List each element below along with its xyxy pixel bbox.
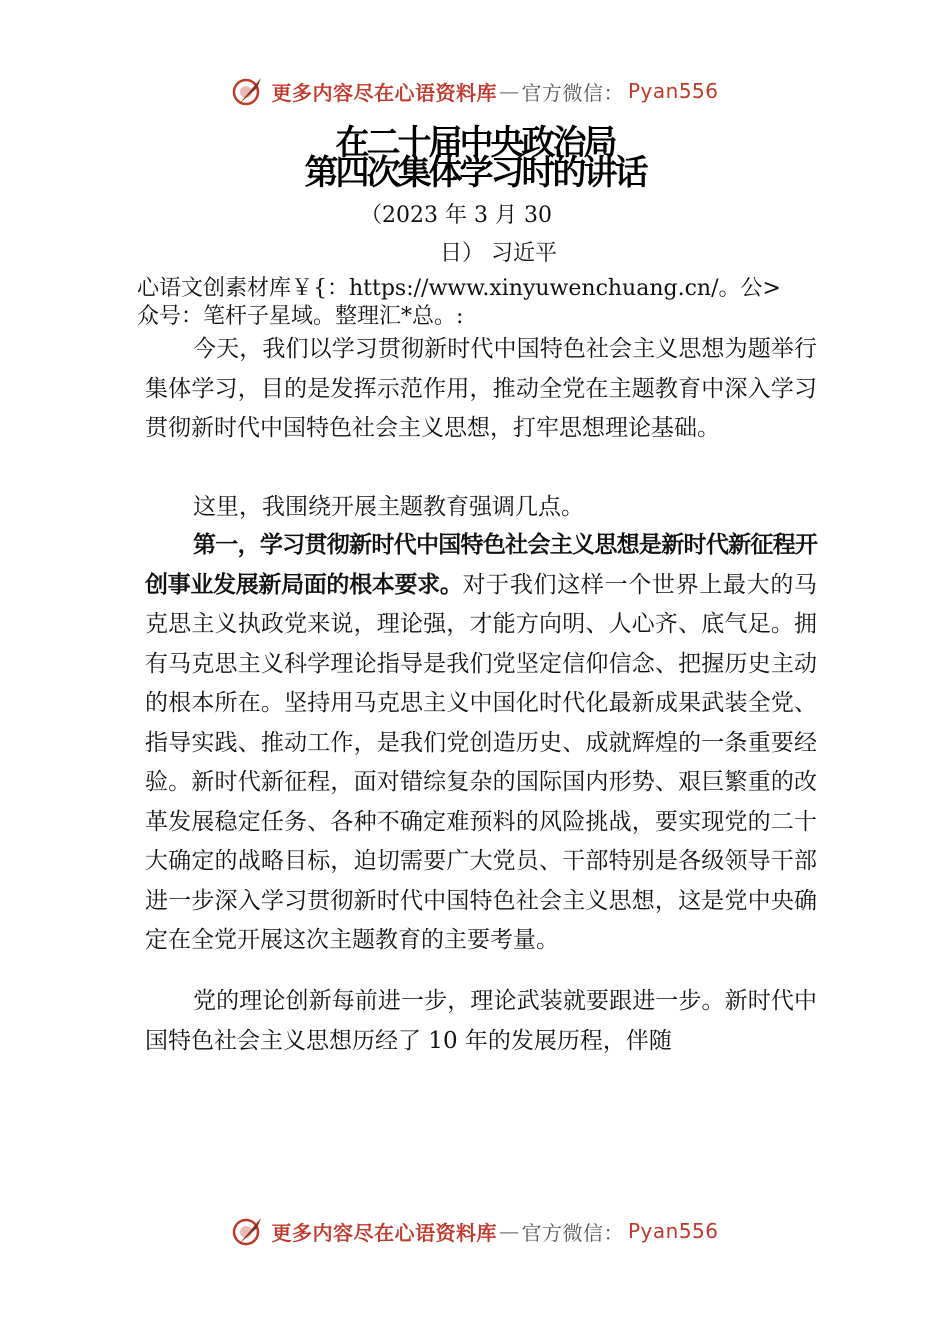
paragraph-points: 这里，我围绕开展主题教育强调几点。 — [193, 494, 584, 520]
source-line1: 心语文创素材库￥{：https://www.xinyuwenchuang.cn/。公> — [137, 276, 781, 301]
date-line1: （2023 年 3 月 30 — [360, 203, 552, 228]
document-title-line1: 在二十届中央政治局 — [335, 123, 615, 163]
source-line2: 众号：笔杆子星域。整理汇*总。: — [137, 304, 464, 329]
date-line2: 日） 习近平 — [440, 241, 557, 266]
footer-watermark — [0, 1214, 950, 1248]
paragraph-intro: 今天，我们以学习贯彻新时代中国特色社会主义思想为题举行集体学习，目的是发挥示范作用，推动全党在主题教育中深入学习贯彻新时代中国特色社会主义思想，打牢思想理论基础。 — [145, 336, 817, 441]
quill-logo-icon — [231, 74, 265, 108]
watermark-wechat-label: 官方微信： — [521, 1220, 624, 1245]
watermark-dash: — — [498, 1219, 520, 1243]
first-point-heading: 第一，学习贯彻新时代中国特色社会主义思想是新时代新征程开创事业发展新局面的根本要求。 — [145, 532, 817, 598]
watermark-wechat-id: Pyan556 — [627, 79, 719, 103]
quill-logo-icon — [231, 1214, 265, 1248]
watermark-brand: 更多内容尽在心语资料库 — [271, 1220, 497, 1245]
watermark-dash: — — [498, 79, 520, 103]
watermark-brand: 更多内容尽在心语资料库 — [271, 80, 497, 105]
watermark-wechat-label: 官方微信： — [521, 80, 624, 105]
document-title-line2: 第四次集体学习时的讲话 — [304, 153, 646, 193]
first-point-body: 对于我们这样一个世界上最大的马克思主义执政党来说，理论强，才能方向明、人心齐、底气足。拥有马克思主义科学理论指导是我们党坚定信仰信念、把握历史主动的根本所在。坚持用马克思主义中国化时代化最新成果武装全党、指导实践、推动工作，是我们党创造历史、成就辉煌的一条重要经验。新时代新征程，面对错综复杂的国际国内形势、艰巨繁重的改革发展稳定任务、各种不确定难预料的风险挑战，要实现党的二十大确定的战略目标，迫切需要广大党员、干部特别是各级领导干部进一步深入学习贯彻新时代中国特色社会主义思想，这是党中央确定在全党开展这次主题教育的主要考量。 — [145, 571, 818, 953]
watermark-wechat-id: Pyan556 — [627, 1219, 719, 1243]
paragraph-theory: 党的理论创新每前进一步，理论武装就要跟进一步。新时代中国特色社会主义思想历经了 10 年的发展历程，伴随 — [145, 988, 817, 1054]
header-watermark — [0, 74, 950, 108]
paragraph-first-point — [145, 526, 817, 961]
